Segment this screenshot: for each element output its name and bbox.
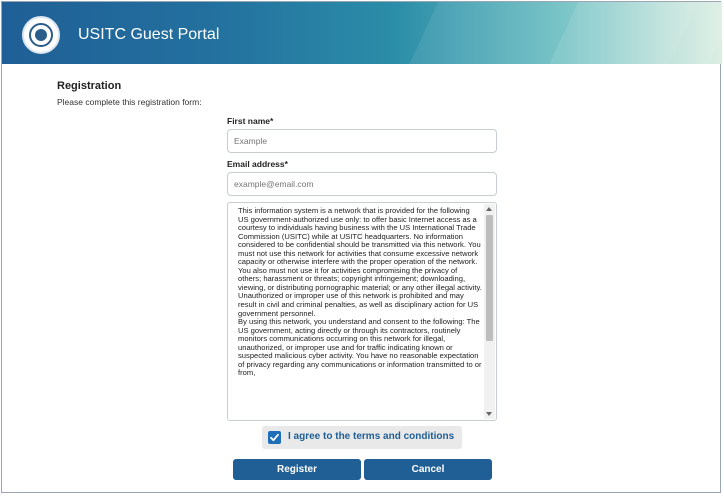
usitc-seal-icon: [22, 16, 60, 54]
registration-title: Registration: [57, 80, 122, 92]
seal-center: [35, 29, 47, 41]
email-label: Email address*: [227, 159, 288, 169]
scrollbar-thumb[interactable]: [486, 215, 493, 341]
portal-title: USITC Guest Portal: [78, 26, 220, 43]
email-input[interactable]: [227, 172, 497, 196]
first-name-input[interactable]: [227, 129, 497, 153]
first-name-label: First name*: [227, 116, 274, 126]
terms-textarea[interactable]: [227, 202, 497, 421]
scroll-up-arrow-icon[interactable]: [486, 207, 492, 211]
registration-subtitle: Please complete this registration form:: [57, 97, 202, 107]
register-button[interactable]: Register: [233, 459, 361, 480]
terms-scrollbar[interactable]: [484, 204, 495, 419]
agree-terms-control[interactable]: [262, 426, 462, 449]
terms-text: This information system is a network that is provided for the following US government-authorized use only: to offer basic Internet access as a courtesy to individuals having business with the US International Trade Commission (USITC) while at USITC headquarters. No information considered to be confidential should be transmitted via this network. You must not use this network for activities that consume excessive network capacity or otherwise interfere with the proper operation of the network. You also must not use it for activities compromising the privacy of others; harassment or threats; copyright infringement; downloading, viewing, or distributing pornographic material; or any other illegal activity. Unauthorized or improper use of this network is prohibited and may result in civil and criminal penalties, as well as disciplinary action for US government personnel. By using this network, you understand and consent to the following: The US government, acting directly or through its contractors, routinely monitors communications occurring on this network for illegal, unauthorized, or improper use and for traffic indicating known or suspected malicious cyber activity. You have no reasonable expectation of privacy regarding any communications or information transmitted to or from,: [238, 206, 482, 378]
agree-checkbox[interactable]: [268, 431, 281, 444]
registration-panel: [14, 64, 708, 490]
cancel-button[interactable]: Cancel: [364, 459, 492, 480]
header-banner: [2, 2, 722, 64]
agree-label[interactable]: I agree to the terms and conditions: [288, 431, 455, 442]
scroll-down-arrow-icon[interactable]: [486, 412, 492, 416]
checkmark-icon: [269, 432, 280, 443]
